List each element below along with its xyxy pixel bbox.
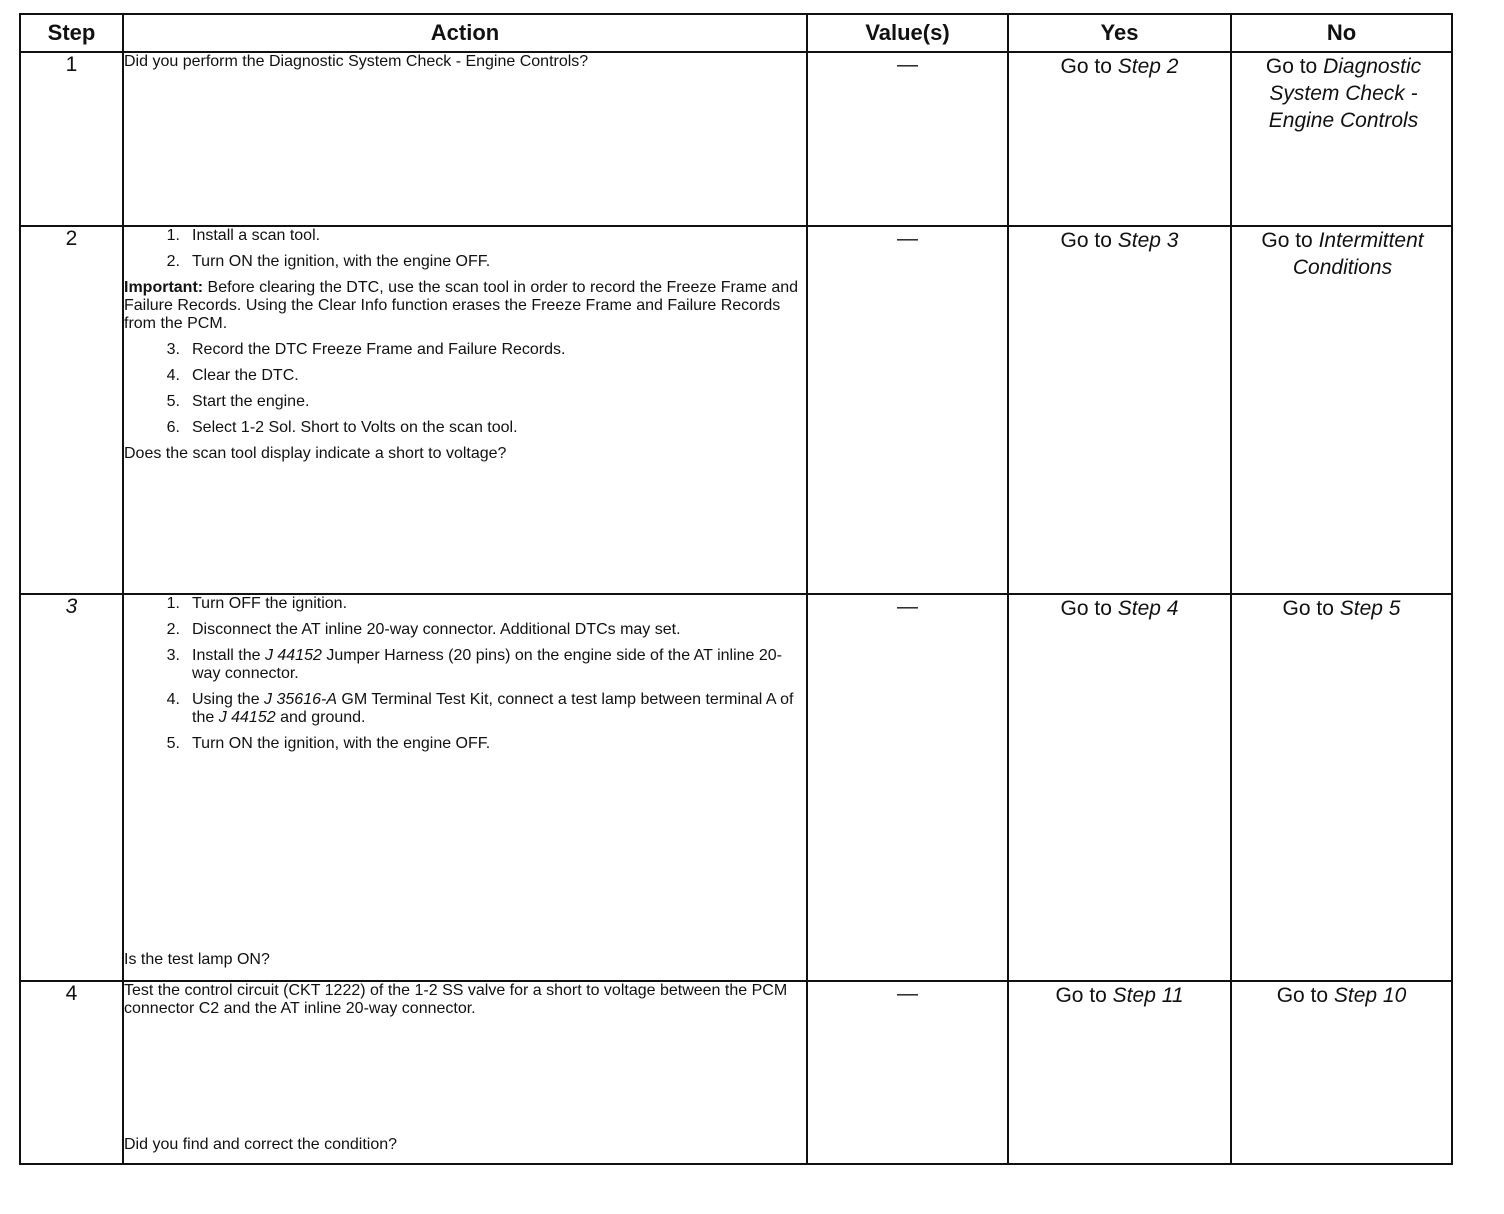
header-values: Value(s) bbox=[807, 14, 1008, 52]
value-cell: — bbox=[807, 981, 1008, 1164]
yes-cell bbox=[1008, 52, 1231, 226]
no-cell bbox=[1231, 594, 1452, 981]
important-text: Before clearing the DTC, use the scan tool in order to record the Freeze Frame and Failure Records. Using the Clear Info function erases the Freeze Frame and Failure Records from the PCM. bbox=[124, 279, 799, 332]
yes-cell bbox=[1008, 594, 1231, 981]
no-prefix: Go to bbox=[1265, 55, 1324, 78]
table-row bbox=[20, 594, 1452, 981]
important-label: Important: bbox=[124, 279, 204, 296]
action-text: Did you perform the Diagnostic System Check - Engine Controls? bbox=[124, 53, 589, 70]
list-item: 2. Turn ON the ignition, with the engine OFF. bbox=[166, 253, 491, 270]
table-row bbox=[20, 52, 1452, 226]
yes-prefix: Go to bbox=[1060, 229, 1118, 252]
action-cell bbox=[123, 52, 807, 226]
diagnostic-table bbox=[19, 13, 1453, 1165]
list-item: 6. Select 1-2 Sol. Short to Volts on the scan tool. bbox=[166, 419, 518, 436]
action-cell bbox=[123, 981, 807, 1164]
no-prefix: Go to bbox=[1282, 597, 1340, 620]
value-cell: — bbox=[807, 52, 1008, 226]
no-step-link[interactable]: Step 5 bbox=[1339, 597, 1401, 620]
list-item: 3. Record the DTC Freeze Frame and Failure Records. bbox=[166, 341, 566, 358]
value-cell: — bbox=[807, 594, 1008, 981]
yes-cell bbox=[1008, 981, 1231, 1164]
no-step-link[interactable]: Intermittent Conditions bbox=[1292, 229, 1424, 279]
no-cell bbox=[1231, 981, 1452, 1164]
header-row bbox=[20, 14, 1452, 52]
list-item: 2. Disconnect the AT inline 20-way connector. Additional DTCs may set. bbox=[166, 621, 681, 638]
table-row bbox=[20, 226, 1452, 594]
header-action: Action bbox=[123, 14, 807, 52]
yes-step-link[interactable]: Step 2 bbox=[1117, 55, 1179, 78]
action-question: Does the scan tool display indicate a short to voltage? bbox=[124, 445, 507, 462]
action-question: Is the test lamp ON? bbox=[124, 951, 270, 968]
yes-prefix: Go to bbox=[1060, 597, 1118, 620]
yes-step-link[interactable]: Step 11 bbox=[1112, 984, 1184, 1007]
action-text: Test the control circuit (CKT 1222) of the 1-2 SS valve for a short to voltage between the PCM connector C2 and the AT inline 20-way connector. bbox=[124, 982, 788, 1017]
no-step-link[interactable]: Diagnostic System Check - Engine Controls bbox=[1268, 55, 1422, 132]
action-cell bbox=[123, 594, 807, 981]
table-row bbox=[20, 981, 1452, 1164]
tool-reference: J 44152 bbox=[264, 647, 322, 664]
list-item: 4. Clear the DTC. bbox=[166, 367, 299, 384]
no-prefix: Go to bbox=[1261, 229, 1319, 252]
no-step-link[interactable]: Step 10 bbox=[1333, 984, 1407, 1007]
important-note bbox=[124, 279, 806, 333]
yes-step-link[interactable]: Step 3 bbox=[1117, 229, 1179, 252]
action-cell bbox=[123, 226, 807, 594]
yes-prefix: Go to bbox=[1055, 984, 1113, 1007]
step-number: 2 bbox=[20, 226, 123, 594]
list-item: 1. Turn OFF the ignition. bbox=[166, 595, 348, 612]
step-number: 3 bbox=[20, 594, 123, 981]
value-cell: — bbox=[807, 226, 1008, 594]
action-question: Did you find and correct the condition? bbox=[124, 1136, 398, 1153]
header-step: Step bbox=[20, 14, 123, 52]
step-number: 1 bbox=[20, 52, 123, 226]
yes-cell bbox=[1008, 226, 1231, 594]
tool-reference: J 35616-A bbox=[264, 691, 337, 708]
list-item: 5. Start the engine. bbox=[166, 393, 310, 410]
yes-step-link[interactable]: Step 4 bbox=[1117, 597, 1179, 620]
list-item: 3. Install the J 44152 Jumper Harness (20 pins) on the engine side of the AT inline 20-way connector. bbox=[166, 647, 782, 682]
list-item: 4. Using the J 35616-A GM Terminal Test Kit, connect a test lamp between terminal A of the J 44152 and ground. bbox=[166, 691, 794, 726]
no-cell bbox=[1231, 52, 1452, 226]
yes-prefix: Go to bbox=[1060, 55, 1118, 78]
tool-reference: J 44152 bbox=[218, 709, 276, 726]
list-item: 5. Turn ON the ignition, with the engine OFF. bbox=[166, 735, 491, 752]
header-yes: Yes bbox=[1008, 14, 1231, 52]
step-number: 4 bbox=[20, 981, 123, 1164]
list-item: 1. Install a scan tool. bbox=[166, 227, 321, 244]
no-cell bbox=[1231, 226, 1452, 594]
no-prefix: Go to bbox=[1276, 984, 1334, 1007]
header-no: No bbox=[1231, 14, 1452, 52]
